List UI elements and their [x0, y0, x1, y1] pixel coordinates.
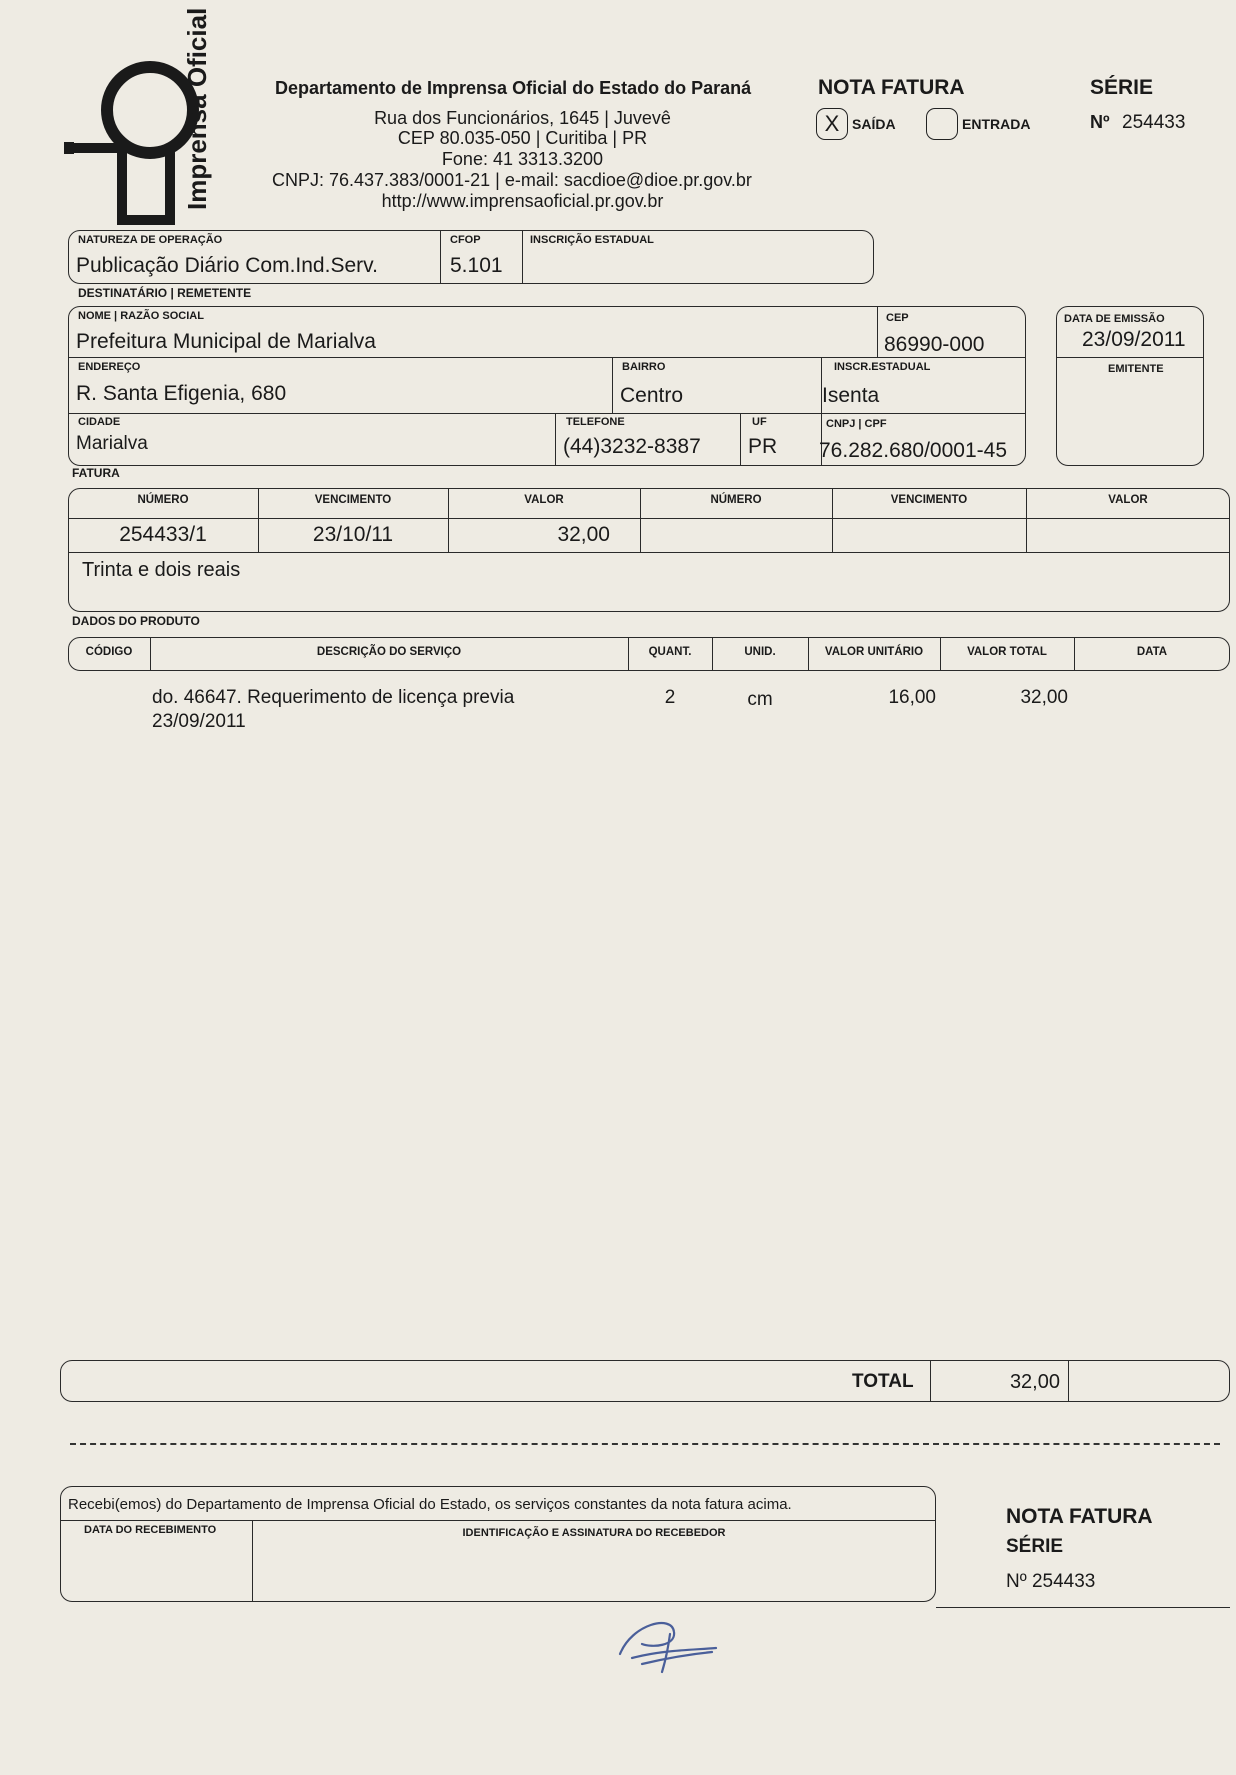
produto-header-unid: UNID.	[744, 646, 776, 658]
inscricao-estadual-label: INSCRIÇÃO ESTADUAL	[530, 234, 654, 246]
org-website: http://www.imprensaoficial.pr.gov.br	[381, 191, 664, 211]
item-quant: 2	[664, 687, 676, 708]
fatura-vencimento-value: 23/10/11	[312, 523, 394, 546]
cfop-value: 5.101	[450, 254, 503, 277]
cep-value: 86990-000	[884, 333, 985, 356]
produto-header-codigo: CÓDIGO	[85, 646, 133, 658]
endereco-label: ENDEREÇO	[78, 361, 141, 373]
uf-value: PR	[748, 435, 778, 458]
serie-label: SÉRIE	[1090, 76, 1154, 99]
produto-section-label: DADOS DO PRODUTO	[72, 614, 200, 628]
cidade-label: CIDADE	[78, 416, 121, 428]
fatura-header-valor-1: VALOR	[524, 494, 564, 506]
telefone-label: TELEFONE	[566, 416, 625, 428]
nome-label: NOME | RAZÃO SOCIAL	[78, 310, 204, 322]
item-valor-unitario: 16,00	[888, 687, 936, 708]
produto-header-descricao: DESCRIÇÃO DO SERVIÇO	[316, 646, 462, 658]
canhoto-serie: SÉRIE	[1006, 1536, 1064, 1557]
fatura-numero-value: 254433/1	[119, 523, 207, 546]
natureza-label: NATUREZA DE OPERAÇÃO	[78, 234, 223, 246]
uf-label: UF	[752, 416, 767, 428]
numero-value: 254433	[1122, 112, 1186, 133]
total-value: 32,00	[1009, 1371, 1060, 1393]
inscr-estadual-label: INSCR.ESTADUAL	[834, 361, 931, 373]
destinatario-section-label: DESTINATÁRIO | REMETENTE	[78, 286, 252, 300]
nome-value: Prefeitura Municipal de Marialva	[76, 330, 376, 353]
canhoto-numero: Nº 254433	[1006, 1571, 1096, 1592]
natureza-value: Publicação Diário Com.Ind.Serv.	[76, 254, 378, 277]
fatura-header-vencimento-2: VENCIMENTO	[890, 494, 968, 506]
emissao-value: 23/09/2011	[1082, 328, 1186, 351]
signature-scribble-icon	[612, 1614, 722, 1674]
doc-type-title: NOTA FATURA	[818, 76, 965, 99]
inscr-estadual-value: Isenta	[822, 384, 880, 407]
cut-line	[70, 1443, 1220, 1445]
entrada-checkbox	[926, 108, 958, 140]
assinatura-label: IDENTIFICAÇÃO E ASSINATURA DO RECEBEDOR	[462, 1527, 726, 1539]
item-descricao-line1: do. 46647. Requerimento de licença previa	[152, 687, 515, 708]
org-cnpj-email: CNPJ: 76.437.383/0001-21 | e-mail: sacdioe@dioe.pr.gov.br	[272, 170, 752, 190]
org-address-line2: CEP 80.035-050 | Curitiba | PR	[397, 128, 648, 148]
fatura-valor-value: 32,00	[557, 523, 610, 546]
telefone-value: (44)3232-8387	[563, 435, 701, 458]
cnpj-cpf-label: CNPJ | CPF	[826, 418, 887, 430]
org-phone: Fone: 41 3313.3200	[441, 149, 604, 169]
endereco-value: R. Santa Efigenia, 680	[76, 382, 287, 405]
recebimento-text: Recebi(emos) do Departamento de Imprensa Oficial do Estado, os serviços constantes da nota fatura acima.	[68, 1496, 792, 1513]
fatura-header-numero-1: NÚMERO	[137, 494, 189, 506]
produto-header-quant: QUANT.	[648, 646, 692, 658]
cnpj-cpf-value: 76.282.680/0001-45	[819, 439, 1008, 462]
fatura-extenso: Trinta e dois reais	[82, 559, 241, 581]
saida-checkbox: X	[816, 108, 848, 140]
bairro-value: Centro	[620, 384, 684, 407]
fatura-section-label: FATURA	[72, 466, 120, 480]
item-unid: cm	[747, 689, 773, 710]
entrada-label: ENTRADA	[962, 116, 1031, 132]
numero-label: Nº	[1090, 112, 1110, 132]
cep-label: CEP	[886, 312, 909, 324]
item-valor-total: 32,00	[1020, 687, 1068, 708]
item-descricao-line2: 23/09/2011	[152, 711, 246, 732]
saida-label: SAÍDA	[852, 116, 896, 132]
fatura-header-vencimento-1: VENCIMENTO	[314, 494, 392, 506]
emitente-label: EMITENTE	[1108, 363, 1164, 375]
fatura-header-valor-2: VALOR	[1108, 494, 1148, 506]
emissao-label: DATA DE EMISSÃO	[1064, 313, 1165, 325]
total-label: TOTAL	[852, 1371, 914, 1392]
produto-header-valor-total: VALOR TOTAL	[967, 646, 1047, 658]
cfop-label: CFOP	[450, 234, 481, 246]
fatura-header-numero-2: NÚMERO	[710, 494, 762, 506]
produto-header-data: DATA	[1136, 646, 1168, 658]
canhoto-nota-fatura: NOTA FATURA	[1006, 1505, 1153, 1528]
produto-header-valor-unitario: VALOR UNITÁRIO	[824, 646, 924, 658]
data-recebimento-label: DATA DO RECEBIMENTO	[84, 1524, 217, 1536]
signature	[612, 1614, 722, 1674]
org-address-line1: Rua dos Funcionários, 1645 | Juvevê	[374, 108, 671, 128]
bairro-label: BAIRRO	[622, 361, 666, 373]
logo-text: Imprensa Oficial	[182, 7, 212, 210]
fatura-table	[68, 488, 1230, 612]
org-name: Departamento de Imprensa Oficial do Estado do Paraná	[275, 78, 752, 98]
cidade-value: Marialva	[76, 433, 148, 454]
